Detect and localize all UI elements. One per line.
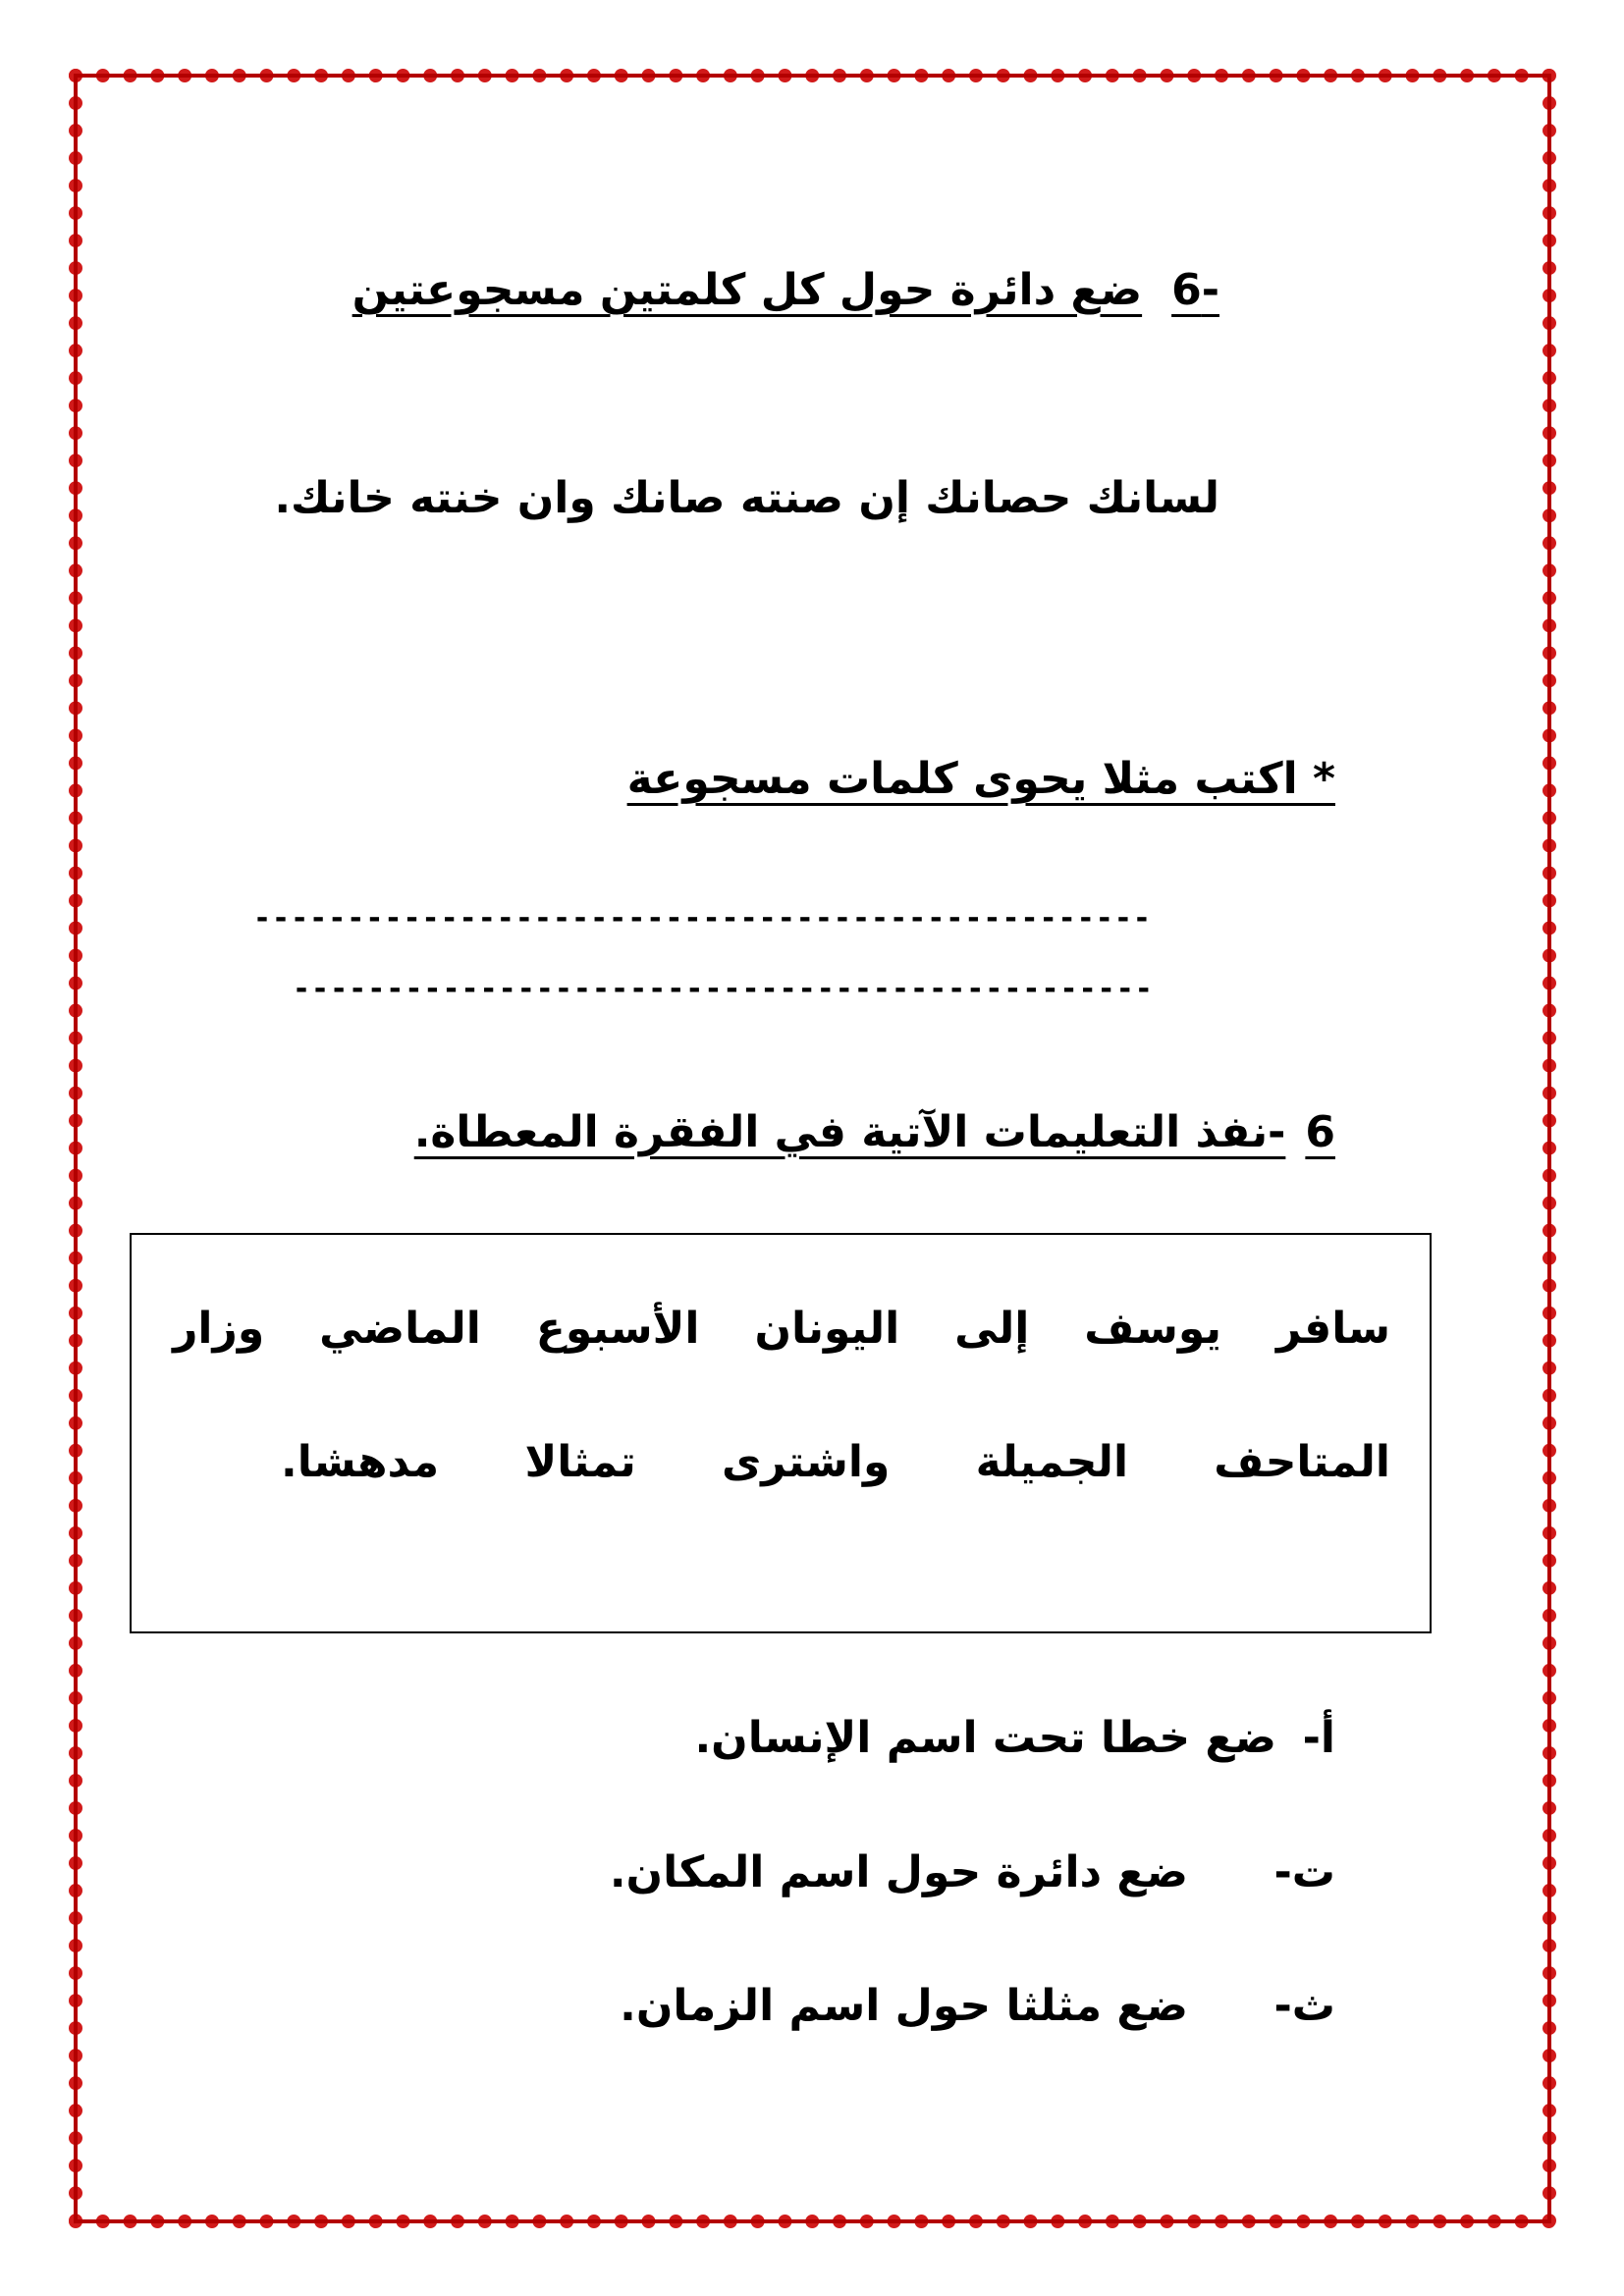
passage-word[interactable]: الأسبوع <box>535 1304 700 1354</box>
passage-line-1 <box>173 1304 1390 1354</box>
instruction-t-text: ضع دائرة حول اسم المكان. <box>609 1847 1188 1897</box>
passage-word[interactable]: يوسف <box>1084 1304 1222 1354</box>
instruction-t-letter: ت- <box>1273 1847 1335 1897</box>
passage-word[interactable]: سافر <box>1276 1304 1390 1354</box>
question-1-title <box>352 265 1219 315</box>
question-2-title: * اكتب مثلا يحوى كلمات مسجوعة <box>626 754 1335 804</box>
passage-box <box>130 1233 1432 1633</box>
question-3-text: -نفذ التعليمات الآتية في الفقرة المعطاة. <box>413 1107 1286 1157</box>
instruction-a-letter: أ- <box>1302 1713 1335 1763</box>
passage-word[interactable]: واشترى <box>721 1437 891 1487</box>
question-3-number: 6 <box>1305 1107 1335 1157</box>
passage-word[interactable]: مدهشا. <box>281 1437 440 1487</box>
passage-word[interactable]: تمثالا <box>524 1437 636 1487</box>
instruction-t <box>610 1847 1335 1897</box>
answer-line-2[interactable]: ---------------------------------------------- <box>293 972 1154 1006</box>
passage-word[interactable]: اليونان <box>754 1304 900 1354</box>
passage-line-2 <box>281 1437 1390 1487</box>
passage-word[interactable]: الماضي <box>319 1304 481 1354</box>
instruction-th-letter: ث- <box>1273 1981 1335 2031</box>
question-1-text: ضع دائرة حول كل كلمتين مسجوعتين <box>352 265 1143 315</box>
question-3-title <box>414 1107 1335 1157</box>
proverb-text: لسانك حصانك إن صنته صانك وان خنته خانك. <box>274 473 1219 523</box>
instruction-th-text: ضع مثلثا حول اسم الزمان. <box>620 1981 1188 2031</box>
passage-word[interactable]: إلى <box>954 1304 1030 1354</box>
instruction-a <box>694 1713 1335 1763</box>
question-1-number: -6 <box>1171 265 1219 315</box>
answer-line-1[interactable]: ------------------------------------------------ <box>253 901 1152 935</box>
passage-word[interactable]: المتاحف <box>1214 1437 1390 1487</box>
passage-word[interactable]: الجميلة <box>975 1437 1129 1487</box>
instruction-th <box>620 1981 1335 2031</box>
passage-word[interactable]: وزار <box>173 1304 265 1354</box>
instruction-a-text: ضع خطا تحت اسم الإنسان. <box>694 1713 1276 1763</box>
